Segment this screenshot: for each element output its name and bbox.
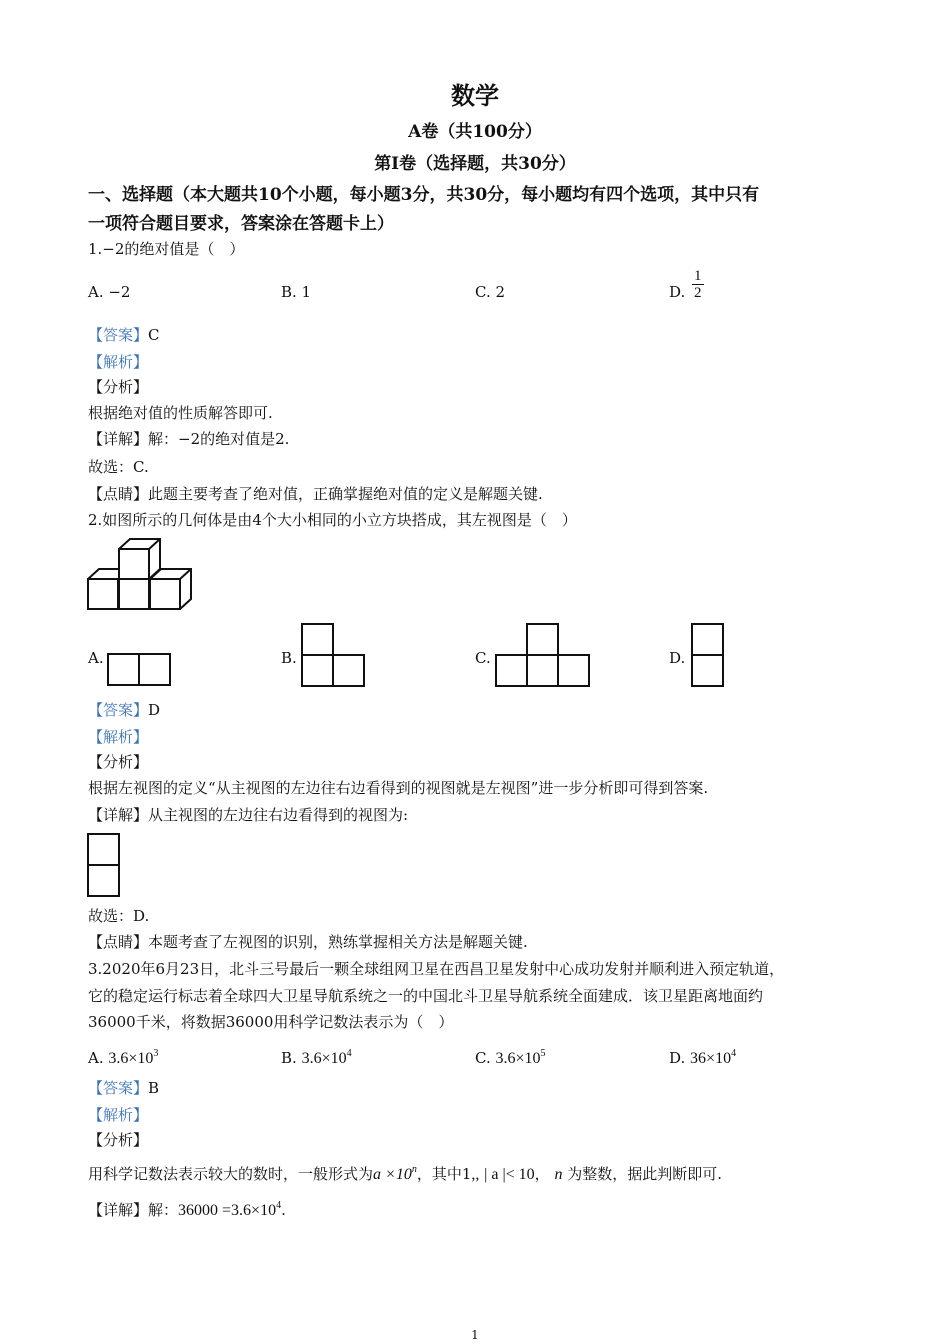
option-times: ×10 (515, 1050, 541, 1067)
q1-comment (88, 484, 543, 504)
q2-stem: 2.如图所示的几何体是由4个大小相同的小立方块搭成，其左视图是（ ） (88, 511, 577, 529)
option-coef: 3.6 (495, 1050, 516, 1067)
option-times: ×10 (706, 1050, 732, 1067)
q1-answer-row (88, 325, 160, 345)
q3-fenxi-form (373, 1166, 417, 1183)
q2-fenxi-text: 根据左视图的定义“从主视图的左边往右边看得到的视图就是左视图”进一步分析即可得到答案. (88, 779, 709, 797)
q1-answer-value: C (148, 326, 160, 344)
q3-option-d (669, 1044, 736, 1069)
q3-stem-line3: 36000千米，将数据36000用科学记数法表示为（ ） (88, 1013, 454, 1031)
q3-fenxi-abs: | a |< 10 (484, 1166, 535, 1183)
q3-option-a (88, 1044, 158, 1069)
q3-stem-line2: 它的稳定运行标志着全球四大卫星导航系统之一的中国北斗卫星导航系统全面建成．该卫星距离地面约 (88, 987, 764, 1005)
q1-analysis-label: 【解析】 (88, 353, 149, 371)
q2-option-a-view (107, 653, 173, 687)
part-1-heading: 第Ⅰ卷（选择题，共30分） (374, 154, 576, 174)
q1-option-d: D. (669, 283, 686, 301)
detail-label: 【详解】 (88, 806, 149, 824)
option-exponent: 4 (346, 1048, 352, 1059)
q2-left-view-figure (87, 833, 122, 898)
q3-fenxi-leq: ,, (471, 1166, 480, 1183)
option-coef: 3.6 (301, 1050, 322, 1067)
q1-stem: 1.−2的绝对值是（ ） (88, 240, 245, 258)
q3-fenxi-mid: ，其中1 (416, 1165, 472, 1183)
q2-option-a-letter: A. (88, 649, 104, 667)
option-letter: C. (475, 1049, 491, 1067)
answer-label: 【答案】 (88, 326, 149, 344)
detail-label: 【详解】 (88, 1201, 149, 1219)
option-coef: 36 (690, 1050, 707, 1067)
q3-detail-pre: 解： (148, 1201, 179, 1219)
option-times: ×10 (321, 1050, 347, 1067)
q1-option-d-fraction (692, 268, 704, 301)
q1-choose: 故选：C. (88, 458, 149, 476)
q3-fenxi-text: 用科学记数法表示较大的数时，一般形式为$a \times 10^n$，其中1,, | a |< 10， n 为整数，据此判断即可. (88, 1164, 723, 1183)
q3-detail-expr (178, 1202, 281, 1219)
q2-comment-text: 本题考查了左视图的识别，熟练掌握相关方法是解题关键. (148, 933, 528, 951)
answer-label: 【答案】 (88, 1079, 149, 1097)
comment-label: 【点睛】 (88, 485, 149, 503)
option-times: ×10 (128, 1050, 154, 1067)
q1-option-b: B. 1 (281, 283, 312, 301)
q2-option-b-letter: B. (281, 649, 297, 667)
comment-label: 【点睛】 (88, 933, 149, 951)
q1-option-c: C. 2 (475, 283, 506, 301)
option-letter: A. (88, 1049, 104, 1067)
q1-option-a: A. −2 (88, 283, 131, 301)
q3-answer-value: B (148, 1079, 160, 1097)
page-number: 1 (471, 1328, 479, 1342)
q1-detail-text: 解：−2的绝对值是2. (148, 430, 290, 448)
q3-detail-exp: 4 (276, 1200, 282, 1211)
q3-fenxi-n: n (554, 1166, 563, 1183)
q1-fenxi-text: 根据绝对值的性质解答即可. (88, 404, 273, 422)
q2-detail (88, 805, 408, 825)
q3-fenxi-post: 为整数，据此判断即可. (567, 1165, 723, 1183)
q2-option-c-letter: C. (475, 649, 491, 667)
option-letter: B. (281, 1049, 297, 1067)
q3-fenxi-pre: 用科学记数法表示较大的数时，一般形式为 (88, 1165, 374, 1183)
option-exponent: 4 (731, 1048, 737, 1059)
option-exponent: 5 (540, 1048, 546, 1059)
q2-fenxi-label: 【分析】 (88, 753, 149, 771)
q3-detail-end: . (281, 1201, 286, 1219)
q2-solid-figure (86, 537, 198, 613)
q2-comment (88, 932, 528, 952)
detail-label: 【详解】 (88, 430, 149, 448)
section-1-heading-line2: 一项符合题目要求，答案涂在答题卡上） (88, 214, 394, 234)
fraction-numerator: 1 (694, 268, 702, 284)
page-title: 数学 (451, 82, 499, 110)
q3-stem-line1: 3.2020年6月23日，北斗三号最后一颗全球组网卫星在西昌卫星发射中心成功发射并顺利进入预定轨道， (88, 960, 785, 978)
q2-answer-row (88, 700, 160, 720)
fraction-denominator: 2 (694, 285, 702, 301)
q2-option-b-view (301, 623, 367, 688)
q1-comment-text: 此题主要考查了绝对值，正确掌握绝对值的定义是解题关键. (148, 485, 543, 503)
q1-fenxi-label: 【分析】 (88, 378, 149, 396)
q3-fenxi-label: 【分析】 (88, 1131, 149, 1149)
q3-answer-row (88, 1078, 159, 1098)
section-1-heading-line1: 一、选择题（本大题共10个小题，每小题3分，共30分，每小题均有四个选项，其中只有 (88, 185, 760, 205)
q3-analysis-label: 【解析】 (88, 1106, 149, 1124)
q2-choose: 故选：D. (88, 907, 150, 925)
q3-detail-expr-base: 36000 =3.6×10 (178, 1202, 277, 1219)
q1-detail (88, 429, 289, 449)
option-exponent: 3 (153, 1048, 159, 1059)
q2-option-c-view (495, 623, 592, 688)
q3-fenxi-form-base: a ×10 (373, 1166, 412, 1183)
option-letter: D. (669, 1049, 686, 1067)
option-coef: 3.6 (108, 1050, 129, 1067)
q2-option-d-letter: D. (669, 649, 686, 667)
q2-analysis-label: 【解析】 (88, 728, 149, 746)
q3-option-c (475, 1044, 546, 1069)
volume-a-heading: A卷（共100分） (408, 122, 542, 142)
q3-fenxi-form-exp: n (411, 1164, 417, 1175)
q3-option-b (281, 1044, 352, 1069)
answer-label: 【答案】 (88, 701, 149, 719)
q2-detail-text: 从主视图的左边往右边看得到的视图为: (148, 806, 409, 824)
q2-option-d-view (691, 623, 726, 688)
q2-answer-value: D (148, 701, 161, 719)
q3-detail (88, 1196, 286, 1221)
